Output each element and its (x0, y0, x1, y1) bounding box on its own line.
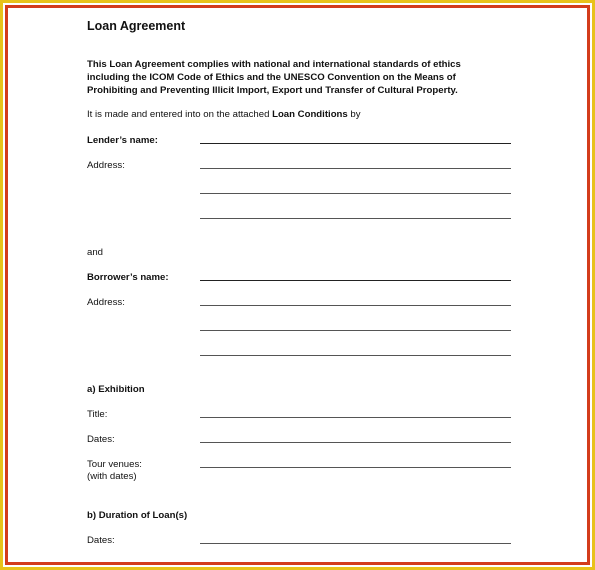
exhibition-heading: a) Exhibition (87, 384, 145, 395)
intro-line-1: This Loan Agreement complies with national and international standards of ethics (87, 59, 461, 70)
intro-paragraph (87, 58, 461, 97)
borrower-address-label: Address: (87, 297, 125, 308)
borrower-address-field-3[interactable] (200, 355, 511, 356)
loan-conditions-term: Loan Conditions (272, 109, 348, 120)
intro-line-3: Prohibiting and Preventing Illicit Import, Export und Transfer of Cultural Property. (87, 85, 458, 96)
tour-venues-line-1: Tour venues: (87, 459, 142, 470)
made-prefix: It is made and entered into on the attached (87, 109, 273, 120)
borrower-address-field-1[interactable] (200, 305, 511, 306)
lender-address-label: Address: (87, 160, 125, 171)
tour-venues-label (87, 459, 142, 483)
tour-venues-line-2: (with dates) (87, 471, 137, 482)
document-title: Loan Agreement (87, 19, 186, 33)
lender-address-field-1[interactable] (200, 168, 511, 169)
lender-address-field-3[interactable] (200, 218, 511, 219)
made-suffix: by (347, 109, 361, 120)
lender-address-field-2[interactable] (200, 193, 511, 194)
lender-name-label: Lender’s name: (87, 135, 158, 146)
borrower-name-label: Borrower’s name: (87, 272, 169, 283)
intro-line-2: including the ICOM Code of Ethics and the UNESCO Convention on the Means of (87, 72, 456, 83)
duration-heading: b) Duration of Loan(s) (87, 510, 188, 521)
borrower-name-field[interactable] (200, 280, 511, 281)
duration-dates-field[interactable] (200, 543, 511, 544)
lender-name-field[interactable] (200, 143, 511, 144)
dates-field[interactable] (200, 442, 511, 443)
dates-label: Dates: (87, 434, 115, 445)
borrower-address-field-2[interactable] (200, 330, 511, 331)
title-field[interactable] (200, 417, 511, 418)
title-label: Title: (87, 409, 108, 420)
duration-dates-label: Dates: (87, 535, 115, 546)
and-label: and (87, 247, 104, 258)
tour-venues-field[interactable] (200, 467, 511, 468)
made-entered-sentence (87, 109, 361, 120)
